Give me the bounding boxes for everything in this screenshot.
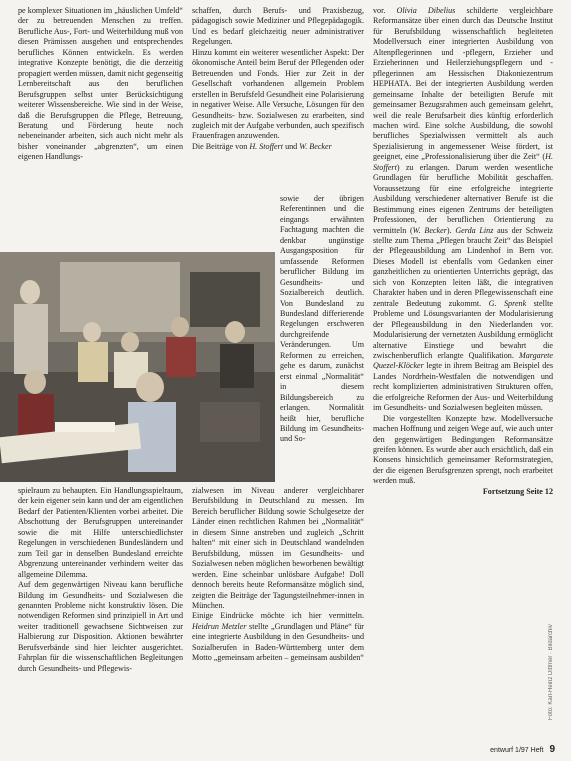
page-number: 9 [549, 744, 555, 755]
article-column-2-wrap [280, 194, 364, 478]
text-run: sowie der [280, 194, 325, 203]
paragraph: vor. Olivia Dibelius schilderte vergleichbare Reformansätze über einen durch das Deutsche Institut für Berufsbildung wissenschaftlich begleiteten Modellversuch einer integrierten Ausbildung von Altenpflegerinnen und -pflegern, Erzieher und Erzieherinnen und Heilerziehungspflegern und -pflegerinnen am Hessischen Diakoniezentrum HEPHATA. Bei der integrierten Ausbildung werden gemeinsame Inhalte der beteiligten Berufe mit gemeinsamer Bezugsrahmen auch gemeinsam gelehrt, weil die reale Berufsarbeit dies künftig erforderlich machen wird. Eine solche Ausbildung, die sowohl berufliches Spezialwissen vermittelt als auch Spezialisierung in angemessener Weise fördert, ist geeignet, eine „Professionalisierung über die Zeit“ (H. Stoffert) zu erlangen. Darum werden wesentliche Grundlagen für berufliche Mobilität geschaffen. Voraussetzung für eine erfolgreiche integrierte Ausbildung verschiedener alternativer Berufe ist die Bestimmung eines eigenen Zentrums der beteiligten Professionen, der beruflichen Orientierung zu vermitteln (W. Becker). Gerda Linz aus der Schweiz stellte zum Thema „Pflegen braucht Zeit“ das Beispiel der Pflegeausbildung am Lindenhof in Bern vor. Dieses Modell ist ebenfalls vom Gedanken einer ganzheitlichen zu orientierten Unterrichts geprägt, das sich von Konzepten leiten läßt, die integrativen Charakter haben und in deren Pflegewissenschaft eine zentrale Bedeutung zukommt. G. Sprenk stellte Probleme und Lösungsvarianten der Modularisierung der Pflegeausbildung in den Niederlanden vor. Modularisierung der vernetzten Ausbildung ermöglicht alternative Einstiege und bewahrt die zwischenberuflich erlangte Qualifikation. Margarete Quezel-Klöcker legte in ihrem Beitrag am Beispiel des Landes Nordrhein-Westfalen die notwendigen und recht komplizierten administrativen Strukturen offen, die erfolgreiche Reformen der Aus- und Weiterbildung im Gesundheits- und Sozialwesen begleiten müssen. [373, 6, 553, 413]
paragraph: Hinzu kommt ein weiterer wesentlicher Aspekt: Der ökonomische Anteil beim Beruf der Pflegenden oder Betreuenden und Fonds. Hier zur Zeit in der Gesellschaft vorhandenen allgemein Problem erstellen in Berufsfeld Gesundheit eine Polarisierung in negativer Weise. Alle Versuche, Lösungen für den Gesundheits- bzw. Sozialwesen zu erarbeiten, sind zugleich mit der Aufgabe verbunden, auch spezifisch Frauenfragen anzuwenden. [192, 47, 364, 141]
text-run: vor. [373, 6, 386, 15]
text-run: Einige Eindrücke möchte ich hier vermitteln. [192, 611, 364, 621]
text-run: stellte Probleme und Lösungsvarianten der Modularisierung der Pflegeausbildung in den Niederlanden vor. Modularisierung der vernetzten Ausbildung ermöglicht alternative Einstiege und bewahrt die zwischenberuflich erlangte Qualifikation. [373, 298, 553, 360]
paragraph: zialwesen im Niveau anderer vergleichbarer Berufsbildung in Deutschland zu messen. Im Bereich beruflicher Bildung sowie Schulgesetze der Länder einen rechtlichen Rahmen bei „Normalität“ in diesem Sinne anstreben und zugleich „Schritt halten“ mit einer sich in Deutschland wandelnden Berufsbildung, müssen im Gesundheits- und Sozialwesen neben möglichen beworbenen bewältigt werden. Eine scheinbar unlösbare Aufgabe! Doll dennoch bereits heute Reformansätze möglich sind, zeigten die Beiträge der Tagungsteilnehmer-innen in München. [192, 486, 364, 610]
author-name: Heidrun Metzler [192, 621, 247, 631]
continuation-note[interactable] [373, 487, 553, 497]
classroom-photo-illustration [0, 252, 275, 482]
article-column-1-bottom [18, 486, 183, 750]
text-run: zu erlangen. Darum werden wesentliche Grundlagen für berufliche Mobilität geschaffen. Voraussetzung für eine erfolgreiche integrierte Ausbildung verschiedener alternativer Berufe ist die Bestimmung eines eigenen Zentrums der beteiligten Professionen, der beruflichen Orientierung zu vermitteln [373, 162, 553, 235]
issue-label: Heft [530, 747, 544, 754]
author-name: G. Sprenk [488, 298, 527, 308]
article-column-3 [373, 6, 553, 720]
text-run: übrigen Referentinnen und die eingangs erwähnten Fachtagung machten die denkbar ungünstige Ausgangsposition für umfassende Reformen beruflicher Bildung im Gesundheits- und Sozialbereich deutlich. Von Bundesland zu Bundesland differierende Regelungen erschweren durchgreifende Veränderungen. Um Reformen zu erreichen, gehe es darum, zunächst erst einmal „Normalität“ in diesem Bildungsbereich zu erlangen. Normalität heißt hier, berufliche Bildung im Gesundheits- und So- [280, 194, 364, 444]
continued-link[interactable]: Fortsetzung Seite 12 [482, 486, 553, 496]
author-name: Margarete Quezel-Klöcker [373, 350, 553, 371]
article-column-2-top [192, 6, 364, 194]
author-name: W. Becker [299, 141, 332, 151]
text-run: schilderte vergleichbare Reformansätze über einen durch das Deutsche Institut für Berufsbildung wissenschaftlich begleiteten Modellversuch einer integrierten Ausbildung von Altenpflegerinnen und -pflegern, Erzieher und Erzieherinnen und Heilerziehungspflegern und -pflegerinnen am Hessischen Diakoniezentrum HEPHATA. Bei der integrierten Ausbildung werden gemeinsame Inhalte der beteiligten Berufe mit gemeinsamer Bezugsrahmen auch gemeinsam gelehrt, weil die reale Berufsarbeit dies künftig erforderlich machen wird. Eine solche Ausbildung, die sowohl berufliches Spezialwissen vermittelt als auch Spezialisierung in angemessener Weise fördert, ist geeignet, eine „Professionalisierung über die Zeit“ [373, 6, 553, 162]
text-run: aus der Schweiz stellte zum Thema „Pflegen braucht Zeit“ das Beispiel der Pflegeausbildung am Lindenhof in Bern vor. Dieses Modell ist ebenfalls vom Gedanken einer ganzheitlichen zu orientierten Unterrichts geprägt, das sich von Konzepten leiten läßt, die integrativen Charakter haben und in deren Pflegewissenschaft eine zentrale Bedeutung zukommt. [373, 225, 553, 308]
author-name: Olivia Dibelius [396, 6, 456, 15]
photo-credit: Foto: Karl-Heinz Dittmer · Bildarchiv [548, 624, 554, 720]
page-footer [490, 744, 555, 755]
author-name: Gerda Linz [455, 225, 494, 235]
paragraph [192, 611, 364, 663]
author-name: W. Becker [412, 225, 447, 235]
paragraph: pe komplexer Situationen im „häuslichen Umfeld“ der zu betreuenden Menschen zu treffen. Berufliche Aus-, Fort- und Weiterbildung muß von diesen Prämissen ausgehen und entsprechendes berufliches Können entwickeln. Es werden integrative Konzepte benötigt, die die derzeitig propagiert werden müssen, damit nicht gegenseitig Lernbereitschaft aus den beruflichen Berufsgruppen selbst unter Berücksichtigung weiterer Wissensbereiche. Wie sind in der Weise, daß die Berufsgruppen die Pflege, Betreuung, Beratung und Förderung heute noch nebeneinander arbeiten, sich auch nicht mehr als bisher voneinander „abgrenzten“, um einen eigenen Handlungs- [18, 6, 183, 162]
classroom-photo [0, 252, 275, 482]
article-column-2-bottom [192, 486, 364, 750]
author-name: H. Stoffert [373, 152, 553, 172]
text-run: stellte „Grundlagen und Pläne“ für eine integrierte Ausbildung in den Gesundheits- und Sozialberufen in Baden-Württemberg unter dem Motto „gemeinsam arbeiten – gemeinsam ausbilden“ [192, 621, 364, 663]
article-column-1-top [18, 6, 183, 248]
text-run: Die Beiträge von [192, 141, 248, 151]
paragraph: Die vorgestellten Konzepte bzw. Modellversuche machen Hoffnung und zeigen Wege auf, wie auch unter den gegenwärtigen Bedingungen Reformansätze greifen können. Es wurde aber auch ersichtlich, daß ein Konsens hinsichtlich gemeinsamer Reformstrategien, der die eigenen Berufsgrenzen sprengt, noch erarbeitet werden muß. [373, 413, 553, 486]
paragraph: Die Beiträge von H. Stoffert und W. Becker [192, 141, 332, 151]
author-name: H. Stoffert [249, 141, 284, 151]
paragraph: schaffen, durch Berufs- und Praxisbezug, pädagogisch sowie Mediziner und Pflegepädagogik. Und es bedarf gleichzeitig neuer administrativer Regelungen. [192, 6, 364, 47]
journal-name: entwurf 1/97 [490, 747, 529, 754]
text-run: legte in ihrem Beitrag am Beispiel des Landes Nordrhein-Westfalen die notwendigen und recht komplizierten administrativen Strukturen offen, die erfolgreiche Reformen der Aus- und Weiterbildung im Gesundheits- und Sozialwesen begleiten müssen. [373, 361, 553, 413]
paragraph [280, 194, 364, 445]
paragraph: Auf dem gegenwärtigen Niveau kann berufliche Bildung im Gesundheits- und Sozialwesen die genannten Probleme nicht konstruktiv lösen. Die notwendigen Reformen sind prinzipiell in Art und weiter traditionell gewachsene Sichtweisen zur Halbierung zur Disposition. Aktionen bewährter Berufsverbände sind hier leichter ausgerichtet. Fahrplan für die wissenschaftlichen Begleitungen durch Gesundheits- und Pflegewis- [18, 580, 183, 673]
paragraph: spielraum zu behaupten. Ein Handlungsspielraum, der kein eigener sein kann und der am eigentlichen Bedarf der Patienten/Klienten vorbei arbeitet. Die Abschottung der Berufsgruppen untereinander sowie die mit Hilfe unterschiedlichster Regelungen in verschiedenen Bundesländern und zum Teil gar in denselben Bundesland erreichte Abgrenzung untereinander verhindern weiter das allgemeine Dilemma. [18, 486, 183, 579]
